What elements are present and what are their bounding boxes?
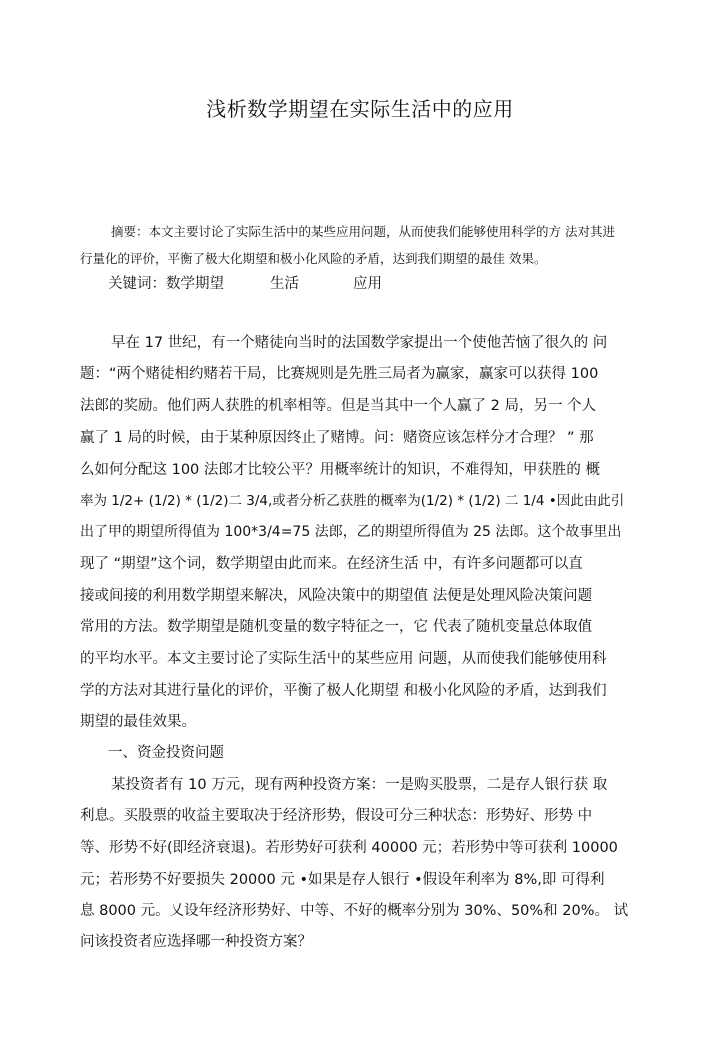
body-line: 法郎的奖励。他们两人获胜的机率相等。但是当其中一个人赢了 2 局，另一 个人 bbox=[80, 398, 597, 414]
section-heading: 一、资金投资问题 bbox=[108, 745, 224, 761]
body-line: 早在 17 世纪，有一个赌徒向当时的法国数学家提出一个使他苦恼了很久的 问 bbox=[111, 335, 608, 351]
section-line: 某投资者有 10 万元，现有两种投资方案：一是购买股票，二是存人银行获 取 bbox=[111, 777, 608, 793]
keyword-item: 应用 bbox=[353, 276, 382, 292]
document-title: 浅析数学期望在实际生活中的应用 bbox=[206, 97, 514, 121]
body-line: 学的方法对其进行量化的评价，平衡了极人化期望 和极小化风险的矛盾，达到我们 bbox=[80, 683, 607, 699]
abstract-line-2: 行量化的评价，平衡了极大化期望和极小化风险的矛盾，达到我们期望的最佳 效果。 bbox=[80, 251, 547, 266]
body-line: 么如何分配这 100 法郎才比较公平？用概率统计的知识，不难得知，甲获胜的 概 bbox=[80, 462, 601, 478]
body-line: 常用的方法。数学期望是随机变量的数字特征之一，它 代表了随机变量总体取值 bbox=[80, 619, 593, 635]
keywords-line bbox=[108, 274, 382, 294]
section-line: 元；若形势不好要损失 20000 元 •如果是存人银行 •假设年利率为 8%,即 可得利 bbox=[80, 872, 605, 888]
body-line: 接或间接的利用数学期望来解决，风险决策中的期望值 法便是处理风险决策问题 bbox=[80, 588, 593, 604]
keywords-label: 关键词：数学期望 bbox=[108, 276, 224, 292]
body-line: 现了 “期望”这个词，数学期望由此而来。在经济生活 中，有许多问题都可以直 bbox=[80, 556, 583, 572]
body-line: 期望的最佳效果。 bbox=[80, 714, 196, 730]
body-line: 出了甲的期望所得值为 100*3/4=75 法郎，乙的期望所得值为 25 法郎。这个故事里出 bbox=[80, 524, 622, 540]
section-line: 等、形势不好(即经济衰退)。若形势好可获利 40000 元；若形势中等可获利 10000 bbox=[80, 840, 618, 856]
body-line: 的平均水平。本文主要讨论了实际生活屮的某些应用 问题，从而使我们能够使用科 bbox=[80, 651, 607, 667]
keyword-item: 生活 bbox=[270, 276, 299, 292]
section-line: 息 8000 元。乂设年经济形势好、中等、不好的概率分别为 30%、50%和 20%。 试 bbox=[80, 903, 629, 919]
body-line: 赢了 1 局的时候，由于某种原因终止了赌博。问：赌资应该怎样分才合理？ ” 那 bbox=[80, 430, 594, 446]
section-line: 利息。买股票的收益主要取决于经济形势，假设可分三种状态：形势好、形势 中 bbox=[80, 808, 593, 824]
body-line: 率为 1/2+ (1/2) * (1/2)二 3/4,或者分析乙获胜的概率为(1/2) * (1/2) 二 1/4 •因此由此引 bbox=[80, 493, 625, 509]
body-line: 题：“两个赌徒相约赌若干局，比赛规则是先胜三局者为赢家，赢家可以获得 100 bbox=[80, 366, 599, 382]
section-line: 问该投资者应选择哪一种投资方案？ bbox=[80, 934, 312, 950]
abstract-line-1: 摘要：本文主要讨论了实际生活中的某些应用问题，从而使我们能够使用科学的方 法对其进 bbox=[111, 224, 615, 239]
